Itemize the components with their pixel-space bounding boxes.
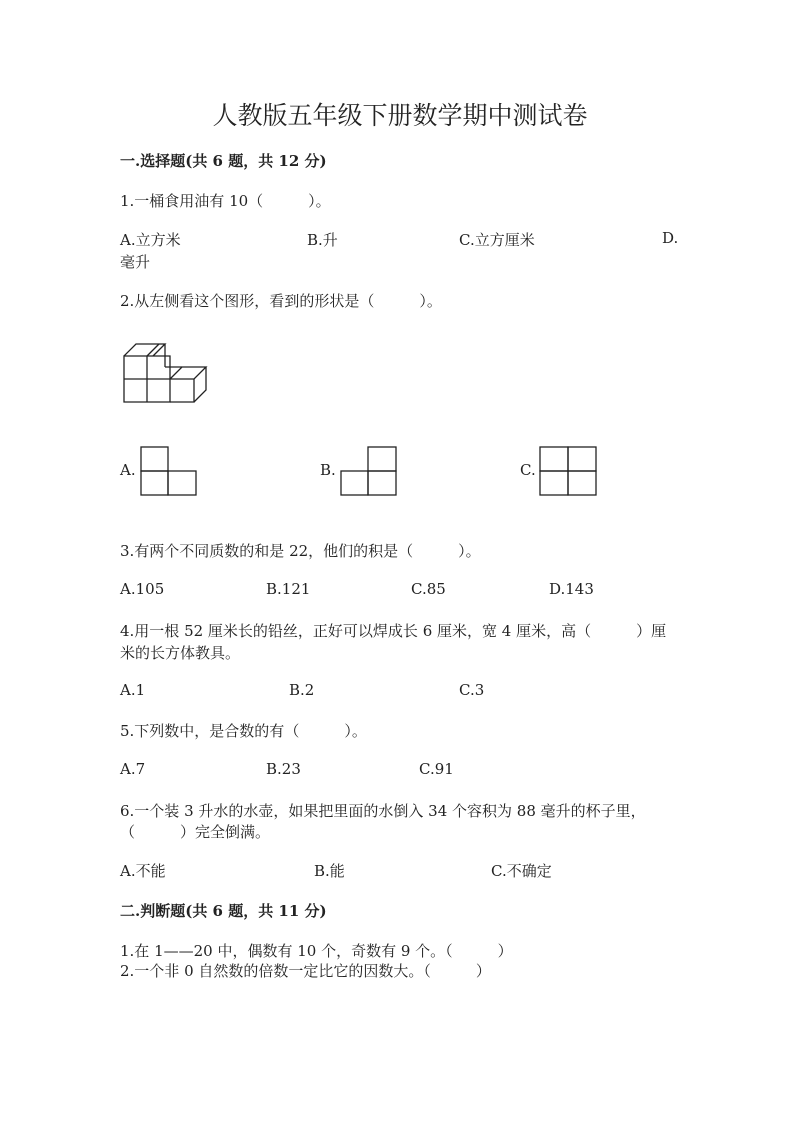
q4-option-b: B.2 xyxy=(289,681,315,699)
question-6-stem-line1: 6.一个装 3 升水的水壶，如果把里面的水倒入 34 个容积为 88 毫升的杯子里， xyxy=(120,802,646,820)
q2-option-b-shape xyxy=(340,446,398,498)
question-3-stem: 3.有两个不同质数的和是 22，他们的积是（ ）。 xyxy=(120,542,481,560)
q1-option-c: C.立方厘米 xyxy=(459,231,535,249)
question-4-stem-line1: 4.用一根 52 厘米长的铅丝，正好可以焊成长 6 厘米，宽 4 厘米，高（ ）厘 xyxy=(120,622,667,640)
section-heading-choice: 一.选择题(共 6 题，共 12 分) xyxy=(120,152,327,170)
q1-option-a: A.立方米 xyxy=(120,231,181,249)
judgment-2: 2.一个非 0 自然数的倍数一定比它的因数大。（ ） xyxy=(120,962,491,980)
q2-option-a-shape xyxy=(140,446,198,498)
section-heading-judgment: 二.判断题(共 6 题，共 11 分) xyxy=(120,902,327,920)
page-title: 人教版五年级下册数学期中测试卷 xyxy=(212,101,588,130)
q4-option-a: A.1 xyxy=(120,681,146,699)
q3-option-c: C.85 xyxy=(411,580,446,598)
question-5-stem: 5.下列数中，是合数的有（ ）。 xyxy=(120,722,367,740)
cube-figure xyxy=(118,340,210,405)
q3-option-d: D.143 xyxy=(549,580,594,598)
judgment-1: 1.在 1——20 中，偶数有 10 个，奇数有 9 个。（ ） xyxy=(120,942,513,960)
q5-option-b: B.23 xyxy=(266,760,301,778)
q2-option-c: C. xyxy=(520,461,536,479)
q3-option-a: A.105 xyxy=(120,580,165,598)
q5-option-a: A.7 xyxy=(120,760,146,778)
q3-option-b: B.121 xyxy=(266,580,311,598)
q5-option-c: C.91 xyxy=(419,760,454,778)
q4-option-c: C.3 xyxy=(459,681,485,699)
q1-option-b: B.升 xyxy=(307,231,338,249)
q6-option-a: A.不能 xyxy=(120,862,166,880)
question-6-stem-line2: （ ）完全倒满。 xyxy=(120,823,271,841)
q1-option-d: D. xyxy=(662,229,679,247)
q6-option-b: B.能 xyxy=(314,862,345,880)
q2-option-c-shape xyxy=(539,446,599,498)
question-2-stem: 2.从左侧看这个图形，看到的形状是（ ）。 xyxy=(120,292,442,310)
q2-option-b: B. xyxy=(320,461,336,479)
question-1-stem: 1.一桶食用油有 10（ ）。 xyxy=(120,192,331,210)
q6-option-c: C.不确定 xyxy=(491,862,552,880)
q2-option-a: A. xyxy=(120,461,136,479)
q1-option-d-text: 毫升 xyxy=(120,253,151,271)
question-4-stem-line2: 米的长方体教具。 xyxy=(120,644,241,662)
